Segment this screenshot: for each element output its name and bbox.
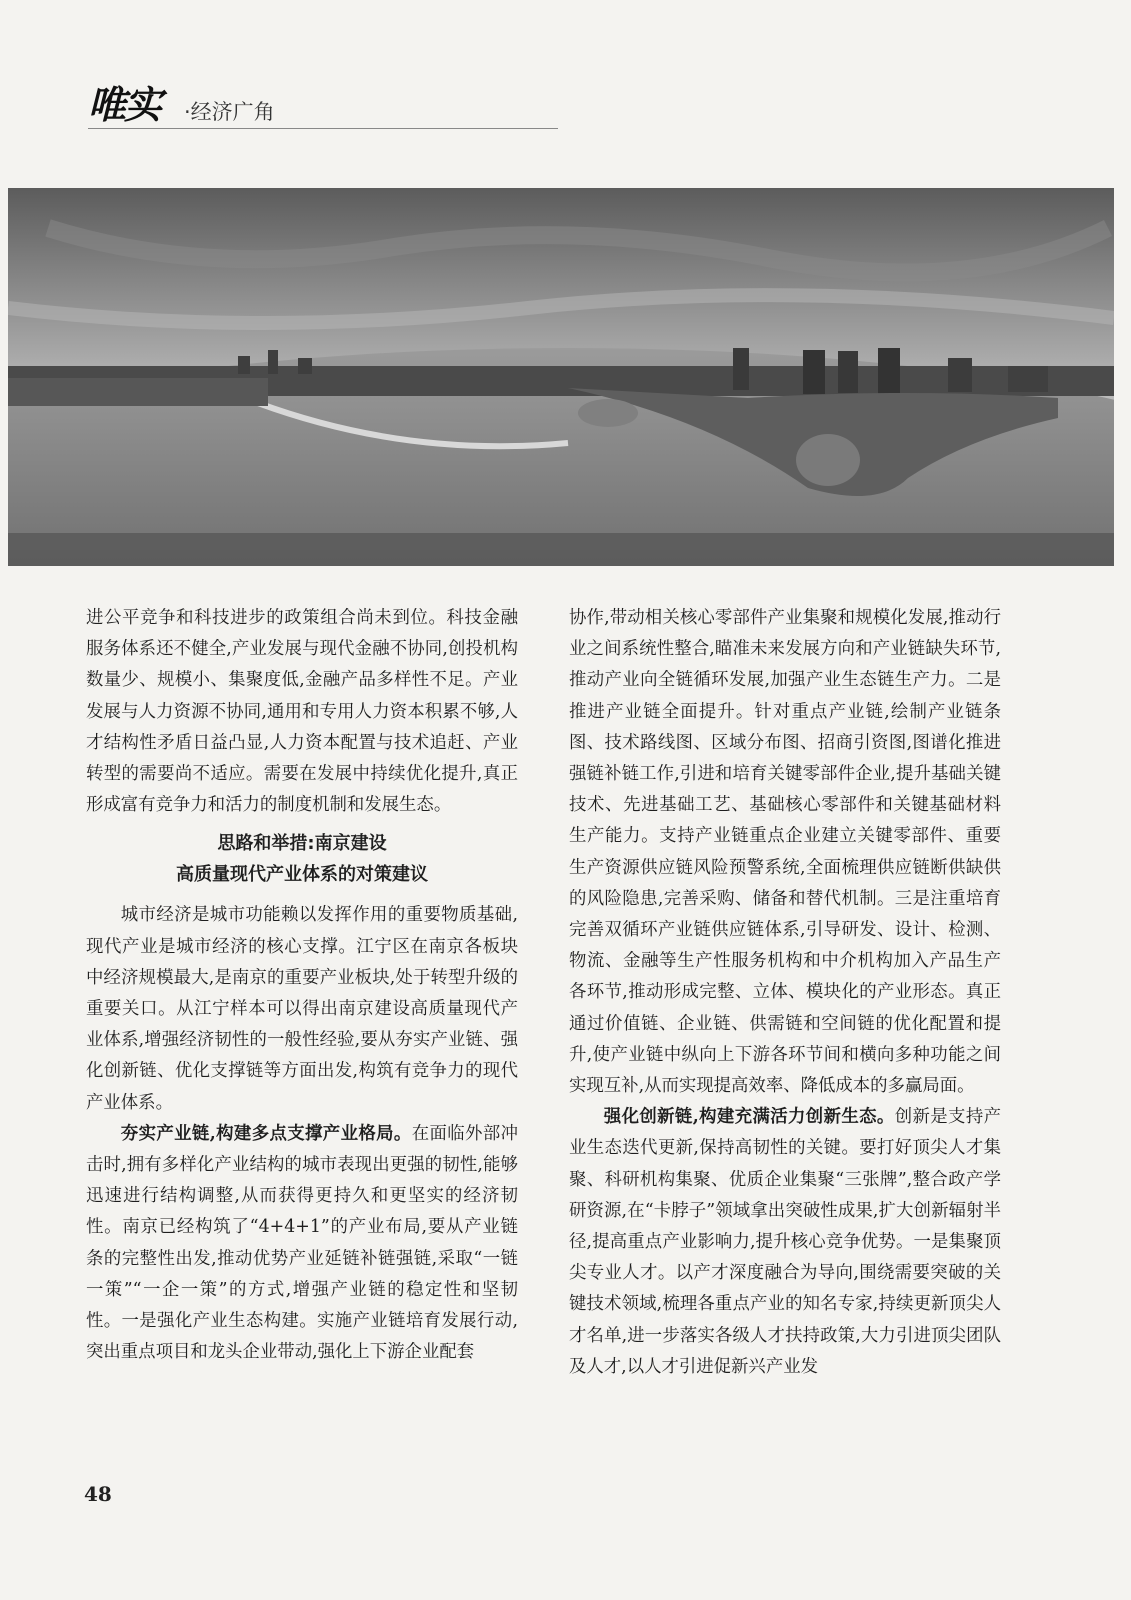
paragraph: 城市经济是城市功能赖以发挥作用的重要物质基础,现代产业是城市经济的核心支撑。江宁区在南京各板块中经济规模最大,是南京的重要产业板块,处于转型升级的重要关口。从江宁样本可以得出南京建设高质量现代产业体系,增强经济韧性的一般性经验,要从夯实产业链、强化创新链、优化支撑链等方面出发,构筑有竞争力的现代产业体系。 [86,905,518,1113]
section-heading-line1: 思路和举措:南京建设 [217,833,387,855]
paragraph-lead: 夯实产业链,构建多点支撑产业格局。 [120,1123,412,1144]
section-heading [86,828,518,890]
magazine-brand: 唯实 [88,82,161,127]
section-heading-line2: 高质量现代产业体系的对策建议 [176,864,428,886]
paragraph [569,1102,1001,1383]
paragraph [86,1119,518,1369]
paragraph-body: 在面临外部冲击时,拥有多样化产业结构的城市表现出更强的韧性,能够迅速进行结构调整,从而获得更持久和更坚实的经济韧性。南京已经构筑了“4+4+1”的产业布局,要从产业链条的完整性出发,推动优势产业延链补链强链,采取“一链一策”“一企一策”的方式,增强产业链的稳定性和坚韧性。一是强化产业生态构建。实施产业链培育发展行动,突出重点项目和龙头企业带动,强化上下游企业配套 [86,1123,518,1363]
left-column [86,603,518,1368]
paragraph: 协作,带动相关核心零部件产业集聚和规模化发展,推动行业之间系统性整合,瞄准未来发展方向和产业链缺失环节,推动产业向全链循环发展,加强产业生态链生产力。二是推进产业链全面提升。针对重点产业链,绘制产业链条图、技术路线图、区域分布图、招商引资图,图谱化推进强链补链工作,引进和培育关键零部件企业,提升基础关键技术、先进基础工艺、基础核心零部件和关键基础材料生产能力。支持产业链重点企业建立关键零部件、重要生产资源供应链风险预警系统,全面梳理供应链断供缺供的风险隐患,完善采购、储备和替代机制。三是注重培育完善双循环产业链供应链体系,引导研发、设计、检测、物流、金融等生产性服务机构和中介机构加入产品生产各环节,推动形成完整、立体、模块化的产业形态。真正通过价值链、企业链、供需链和空间链的优化配置和提升,使产业链中纵向上下游各环节间和横向多种功能之间实现互补,从而实现提高效率、降低成本的多赢局面。 [569,608,1001,1097]
city-lake-illustration [8,188,1114,566]
paragraph-lead: 强化创新链,构建充满活力创新生态。 [603,1107,895,1128]
right-column [569,603,1001,1383]
page-header [88,82,558,132]
paragraph-body: 创新是支持产业生态迭代更新,保持高韧性的关键。要打好顶尖人才集聚、科研机构集聚、优质企业集聚“三张牌”,整合政产学研资源,在“卡脖子”领域拿出突破性成果,扩大创新辐射半径,提高重点产业影响力,提升核心竞争优势。一是集聚顶尖专业人才。以产才深度融合为导向,围绕需要突破的关键技术领域,梳理各重点产业的知名专家,持续更新顶尖人才名单,进一步落实各级人才扶持政策,大力引进顶尖团队及人才,以人才引进促新兴产业发 [569,1107,1001,1377]
section-title: ·经济广角 [184,100,275,124]
page-number: 48 [84,1482,112,1506]
paragraph: 进公平竞争和科技进步的政策组合尚未到位。科技金融服务体系还不健全,产业发展与现代金融不协同,创投机构数量少、规模小、集聚度低,金融产品多样性不足。产业发展与人力资源不协同,通用和专用人力资本积累不够,人才结构性矛盾日益凸显,人力资本配置与技术追赶、产业转型的需要尚不适应。需要在发展中持续优化提升,真正形成富有竞争力和活力的制度机制和发展生态。 [86,608,518,816]
header-divider [88,128,558,129]
panorama-photo [8,188,1114,566]
